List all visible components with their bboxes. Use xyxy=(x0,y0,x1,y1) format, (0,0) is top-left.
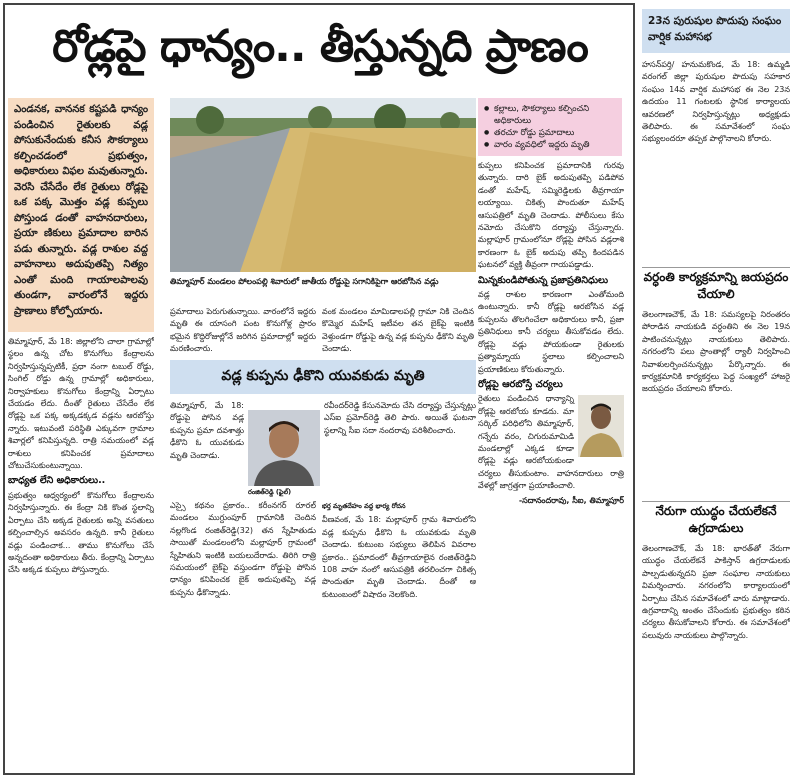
subheading: బాధ్యత లేని అధికారులు.. xyxy=(8,475,106,487)
byline: -సదానందరావు, సీఐ, తిమ్మాపూర్ xyxy=(518,495,624,505)
right-box-title: 23న పురుషుల పొదుపు సంఘం వార్షిక మహాసభ xyxy=(642,9,790,53)
right-story-1: హసన్‌పర్తి/ హనుమకొండ, మే 18: ఉమ్మడి వరంగల్ జిల్లా పురుషుల పొదుపు సహకార సంఘం 14వ వార్షిక మహాసభ ఈ నెల 23న ఉదయం 11 గంటలకు స్థానిక కార్యాలయ ఆవరణలో నిర్వహిస్తున్నట్లు అధ్యక్షుడు తెలిపారు. ఈ సమావేశంలో సంఘ సభ్యులందరూ తప్పక పాల్గొనాలని కోరారు. xyxy=(642,60,790,144)
highlight-item: ● కల్లాలు, సౌకర్యాలు కల్పించని అధికారులు xyxy=(484,103,616,127)
highlight-item: ● వారం వ్యవధిలో ఇద్దరు మృతి xyxy=(484,139,616,151)
sidebar-paragraph: రవీందర్‌రెడ్డి కేసునమోదు చేసి దర్యాప్తు చేస్తున్నట్లు ఎస్ఐ ప్రమోద్‌రెడ్డి తెలి పారు. అయితే ఘటనా స్థలాన్ని సీఐ సదా నందరావు పరిశీలించారు. xyxy=(324,401,476,435)
article-column-3 xyxy=(478,160,624,764)
right-story-3-headline: నేరుగా యుద్ధం చేయలేకనే ఉగ్రదాడులు xyxy=(655,504,777,535)
sidebar-paragraph: వీణవంక, మే 18: మల్లాపూర్ గ్రామ శివారులోని వడ్ల కుప్పను ఢీకొని ఓ యువకుడు మృతి చెందాడు. కుటుంబ సభ్యులు తెలిపిన వివరాల ప్రకారం.. ప్రమాదంలో తీవ్రగాయాలైన రంజిత్‌రెడ్డిని 108 వాహ నంలో ఆసుపత్రికి తరలించగా చికిత్స పొందుతూ మృతి చెందాడు. దీంతో ఆ కుటుంబంలో విషాదం నెలకొంది. xyxy=(322,515,476,599)
sidebar-column-right xyxy=(322,500,476,760)
subheading: మిన్నకుండిపోతున్న ప్రజాప్రతినిధులు xyxy=(478,274,609,286)
intro-box: ఎండనక, వాననక కష్టపడి ధాన్యం పండించిన రైతులకు వడ్ల పోసుకునేందుకు కనీస సౌకర్యాలు కల్పించడంలో ప్రభుత్వం, అధికారులు విఫల మవుతున్నారు. వెరసి చేసేదేం లేక రైతులు రోడ్లపై ఒక పక్క మొత్తం వడ్ల కుప్పలు పోస్తుండ డంతో వాహనదారులు, ప్రయా ణికులు ప్రమాదాల బారిన పడు తున్నారు. వడ్ల రాశుల వద్ద వాహనాలు అదుపుతప్పి నిత్యం ఎంతో మంది గాయాలపాలవు తుండగా, వారంలోనే ఇద్దరు ప్రాణాలు కోల్పోయారు. xyxy=(8,98,154,332)
article-column-2a: ప్రమాదాలు పెరుగుతున్నాయి. వారంలోనే ఇద్దరు మృతి ఈ యాసంగి పంట కొనుగోళ్ల ప్రారం భమైన కొద్దిరోజుల్లోనే జరిగిన ప్రమాదాల్లో ఇద్దరు మరణించారు. xyxy=(170,307,316,354)
victim-photo xyxy=(248,410,320,486)
article-paragraph: రైతులు పండించిన ధాన్యాన్ని రోడ్లపై ఆరబోయ కూడదు. మా సర్కిల్ పరిధిలోని తిమ్మాపూర్, గన్నేరు వరం, చిగురుమామిడి మండలాల్లో ఎక్కడ కూడా రోడ్లపై వడ్లు ఆరబోయకుండా చర్యలు తీసుకుంటాం. వాహనదారులు రాత్రి వేళల్లో జాగ్రత్తగా ప్రయాణించాలి. xyxy=(478,394,624,491)
sidebar-story-headline: వడ్ల కుప్పను ఢీకొని యువకుడు మృతి xyxy=(170,360,476,394)
officer-photo xyxy=(578,395,624,457)
sidebar-paragraph: తిమ్మాపూర్, మే 18: రోడ్డుపై పోసిన వడ్ల కుప్పను ప్రమా దవశాత్తు ఢీకొని ఓ యువకుడు మృతి చెందాడు. xyxy=(170,401,244,460)
divider xyxy=(642,501,790,502)
highlight-item: ● తరచూ రోడ్డు ప్రమాదాలు xyxy=(484,127,616,139)
article-column-2b: వంక మండలం మామిడాలపల్లి గ్రామా నికి చెందిన కొమ్మెర మహేష్ ఇటీవల తన బైక్‌పై ఇంటికి వెళ్తుండగా రోడ్డుపై ఉన్న వడ్ల కుప్పను ఢీకొని మృతి చెందాడు. xyxy=(322,307,474,354)
road-grain-photo xyxy=(170,98,476,272)
highlights-box xyxy=(478,98,622,156)
sidebar-caption: భర్త మృతదేహం వద్ద భార్య రోదన xyxy=(322,502,406,510)
article-paragraph: కుప్పలు కనిపించక ప్రమాదానికి గురవు తున్నారు. దారి బైక్ అదుపుతప్పి పడిపోవ డంతో మహేష్, సమ్మిరెడ్డిలకు తీవ్రగాయా లయ్యాయి. చికిత్స పొందుతూ మహేష్ ఆసుపత్రిలో మృతి చెందాడు. పోలీసులు కేసు నమోదు చేసుకొని దర్యాప్తు చేస్తున్నారు. మల్లాపూర్ గ్రామంలోనూ రోడ్లపై పోసిన వడ్లరాశి కారణంగా ఓ బైక్ అదుపు తప్పి కిందపడిన ఘటనలో వ్యక్తి తీవ్రంగా గాయపడ్డాడు. xyxy=(478,161,624,270)
sidebar-paragraph: ఎస్సై కథనం ప్రకారం.. కరీంనగర్ రూరల్ మండలం ముగ్దుంపూర్ గ్రామానికి చెందిన నల్లగొండ రంజిత్‌రెడ్డి(32) తన స్నేహితుడు సాయితో మండలంలోని మల్లాపూర్ గ్రామంలో స్నేహితుని ఇంటికి బయలుదేరాడు. తిరిగి రాత్రి సమయంలో బైక్‌పై వస్తుండగా రోడ్డుపై పోసిన ధాన్యం కనిపించక బైక్ అదుపుతప్పి వడ్ల కుప్పను ఢీకొన్నాడు. xyxy=(170,501,316,597)
victim-photo-caption: రంజిత్‌రెడ్డి (ఫైల్) xyxy=(248,488,292,496)
right-story-2: తెలంగాణచౌక్, మే 18: సమస్యలపై నిరంతరం పోరాడిన నాయకుడి వర్ధంతిని ఈ నెల 19న పాటించనున్నట్లు నాయకులు తెలిపారు. నగరంలోని పలు ప్రాంతాల్లో ర్యాలీ నిర్వహించి నివాళులర్పించనున్నట్లు పేర్కొన్నారు. ఈ కార్యక్రమానికి కార్యకర్తలు పెద్ద సంఖ్యలో హాజరై జయప్రదం చేయాలని కోరారు. xyxy=(642,310,790,394)
divider xyxy=(642,267,790,268)
article-paragraph: తిమ్మాపూర్, మే 18: జిల్లాలోని చాలా గ్రామాల్లో స్థలం ఉన్న చోట కొనుగోలు కేంద్రాలను నిర్వహిస్తున్నప్పటికీ, ప్రధా నంగా టబుల్ రోడ్డు, సింగిల్ రోడ్డు ఉన్న గ్రామాల్లో అధికారులు, నిర్వాహకులు కొనుగోలు కేంద్రాన్ని ఏర్పాటు చేయడం లేదు. దీంతో రైతులు చేసేదేం లేక రోడ్లపై ఒక పక్క అక్కడక్కడ వడ్లను ఆరబోస్తు న్నారు. ఇటువంటి పరిస్థితి ఎక్కువగా గ్రామాల శివార్లలో కనిపిస్తున్నది. రాత్రి సమయంలో వడ్ల రాశులు కనిపించక ప్రమాదాలు చోటుచేసుకుంటున్నాయి. xyxy=(8,337,154,471)
subheading: రోడ్లపై ఆరబోస్తే చర్యలు xyxy=(478,378,563,390)
article-column-1 xyxy=(8,336,154,768)
article-paragraph: వడ్ల రాశుల కారణంగా ఎంతోమంది ఉంటున్నారు. కానీ రోడ్లపై ఆరబోసిన వడ్ల కుప్పలను తొలగించేలా అధికారులు కానీ, ప్రజా ప్రతినిధులు కానీ చర్యలు తీసుకోవడం లేదు. రోడ్లపై వడ్లు పోయకుండా రైతులకు ప్రత్యామ్నాయ స్థలాలు కల్పించాలని ప్రయాణికులు కోరుతున్నారు. xyxy=(478,290,624,374)
right-column xyxy=(638,3,798,775)
right-story-2-headline: వర్ధంతి కార్యక్రమాన్ని జయప్రదం చేయాలి xyxy=(643,270,789,301)
page-title: రోడ్లపై ధాన్యం.. తీస్తున్నది ప్రాణం xyxy=(52,21,588,72)
photo-caption: తిమ్మాపూర్ మండలం పోలంపల్లి శివారులో జాతీయ రోడ్డుపై సగానికిపైగా ఆరబోసిన వడ్లు xyxy=(170,277,439,286)
right-story-3: తెలంగాణచౌక్, మే 18: భారత్‌తో నేరుగా యుద్ధం చేయలేకనే పాకిస్తాన్ ఉగ్రదాడులకు పాల్పడుతున్నదని ప్రజా సంఘాల నాయకులు విమర్శించారు. నగరంలోని కార్యాలయంలో ఏర్పాటు చేసిన సమావేశంలో వారు మాట్లాడారు. ఉగ్రవాదాన్ని అంతం చేసేందుకు ప్రభుత్వం కఠిన చర్యలు తీసుకోవాలని కోరారు. ఈ సమావేశంలో పలువురు నాయకులు పాల్గొన్నారు. xyxy=(642,544,790,640)
article-paragraph: ప్రభుత్వం ఆధ్వర్యంలో కొనుగోలు కేంద్రాలను నిర్వహిస్తున్నారు. ఈ కేంద్రా నికి కొంత స్థలాన్ని ఏర్పాటు చేసి అక్కడ రైతులకు అన్ని వసతులు కల్పించాల్సిన అవసరం ఉన్నది. కానీ రైతులు వడ్లు పండించాక... తాము కొనుగోలు చేసే అన్నదంతా అధికారులు తీరు. కేంద్రాన్ని ఏర్పాటు చేసి అక్కడ కుప్పలు పోస్తున్నారు. xyxy=(8,490,154,575)
sidebar-story xyxy=(170,360,476,760)
